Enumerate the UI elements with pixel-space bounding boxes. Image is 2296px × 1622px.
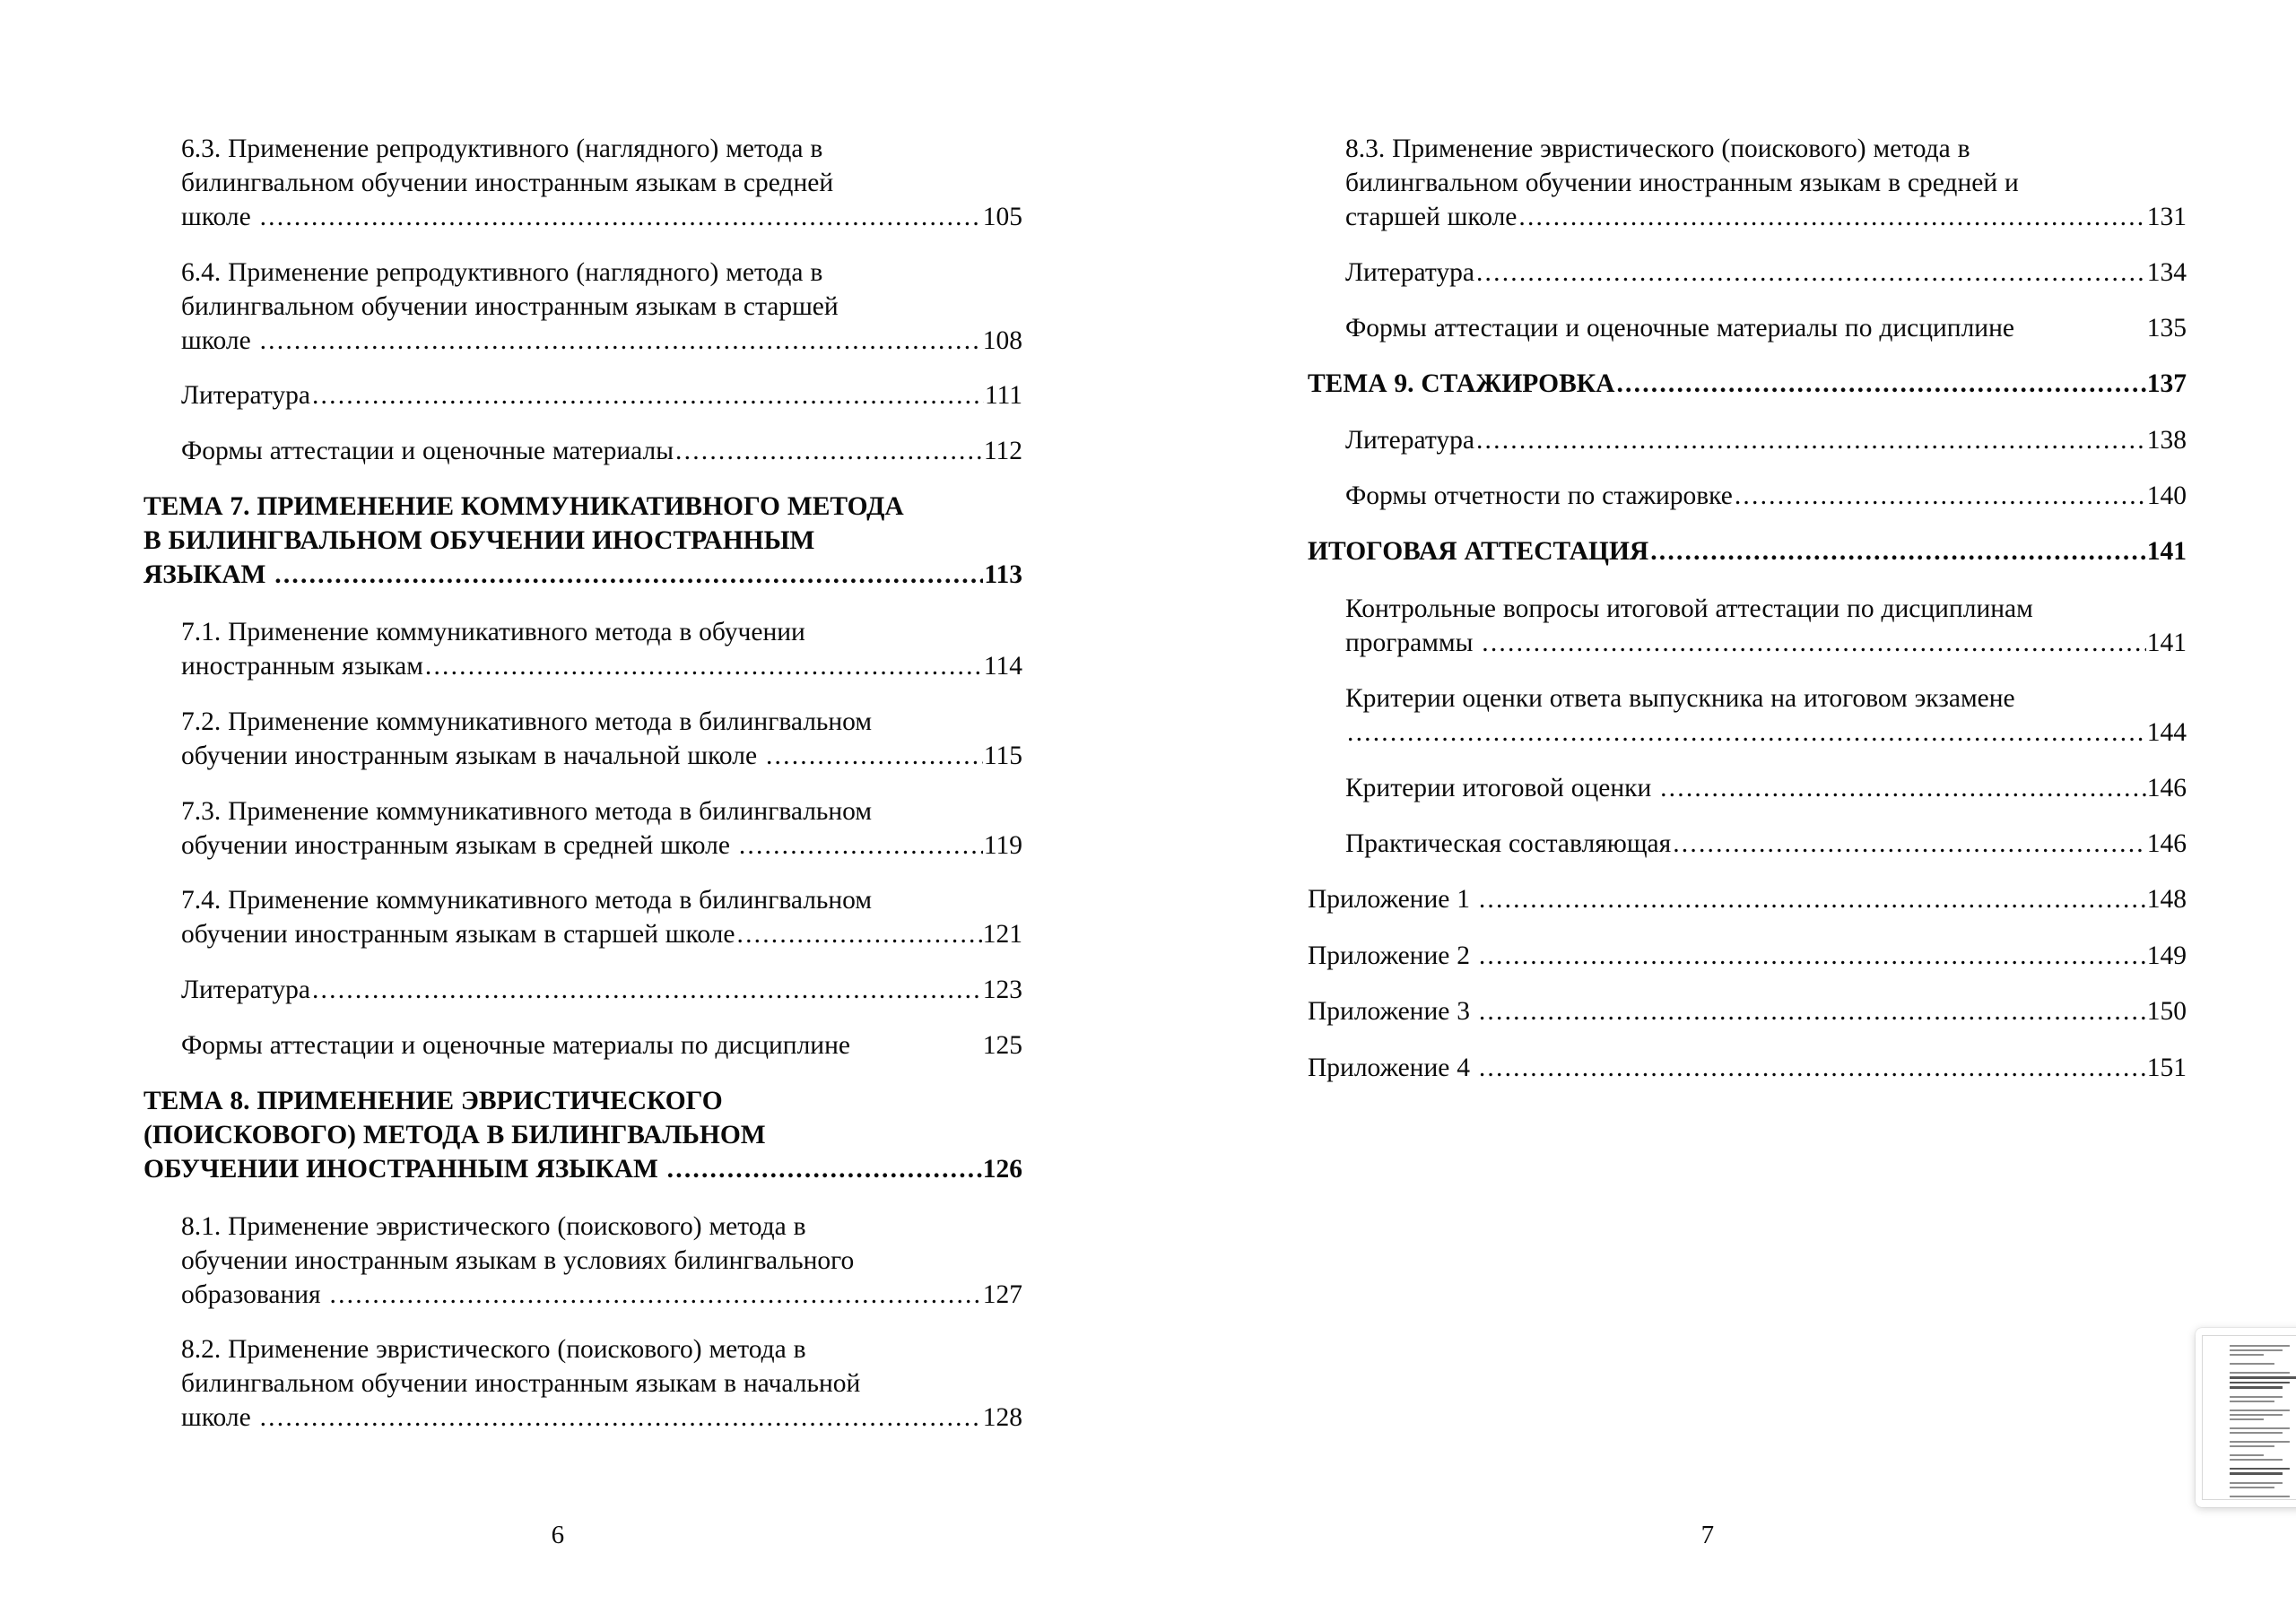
toc-entry-tail	[181, 325, 1022, 359]
toc-entry-title: Формы отчетности по стажировке	[1345, 481, 1733, 511]
toc-entry-title: школе	[181, 202, 258, 231]
toc-page-number: 115	[983, 741, 1022, 770]
toc-entry[interactable]	[1345, 312, 2187, 346]
toc-entry-line: 8.2. Применение эвристического (поискового) метода в	[181, 1335, 806, 1365]
toc-entry-line: 7.1. Применение коммуникативного метода в обучении	[181, 617, 805, 646]
toc-entry-tail	[1345, 480, 2187, 514]
dot-leader	[1479, 1052, 2146, 1086]
toc-entry-line: ТЕМА 7. ПРИМЕНЕНИЕ КОММУНИКАТИВНОГО МЕТОДА	[144, 492, 904, 522]
toc-entry-tail	[1345, 312, 2187, 346]
toc-entry[interactable]	[1345, 480, 2187, 514]
toc-entry-title: Приложение 2	[1308, 941, 1477, 970]
toc-entry-title: Литература	[181, 976, 310, 1005]
toc-entry-tail	[1345, 716, 2187, 750]
toc-entry-title: Литература	[181, 381, 310, 411]
toc-entry-tail	[1308, 1052, 2187, 1086]
thumbnail-heading-line	[2230, 1468, 2290, 1470]
thumbnail-text-line	[2230, 1418, 2264, 1420]
dot-leader	[312, 974, 982, 1008]
dot-leader	[260, 325, 982, 359]
toc-entry-line: 8.1. Применение эвристического (поискового) метода в	[181, 1211, 806, 1241]
toc-entry[interactable]	[1345, 772, 2187, 806]
dot-leader	[330, 1279, 982, 1313]
toc-page-number: 134	[2146, 257, 2187, 287]
thumbnail-text-line	[2230, 1427, 2290, 1429]
toc-entry-title: обучении иностранным языкам в начальной школе	[181, 741, 764, 770]
thumbnail-text-line	[2230, 1459, 2283, 1461]
toc-page-number: 112	[983, 437, 1022, 466]
toc-entry-tail	[1345, 256, 2187, 291]
thumbnail-page-content	[2202, 1335, 2296, 1500]
dot-leader	[739, 829, 983, 863]
toc-entry[interactable]	[1345, 828, 2187, 862]
toc-entry[interactable]	[1345, 593, 2187, 661]
toc-entry[interactable]	[1308, 940, 2187, 974]
thumbnail-heading-line	[2230, 1386, 2283, 1389]
toc-entry-title: обучении иностранным языкам в старшей школе	[181, 920, 735, 950]
dot-leader	[1476, 256, 2146, 291]
dot-leader	[1479, 883, 2146, 917]
thumbnail-heading-line	[2230, 1382, 2290, 1384]
toc-entry-line: Критерии оценки ответа выпускника на итоговом экзамене	[1345, 683, 2015, 713]
toc-entry-title: Приложение 4	[1308, 1054, 1477, 1083]
toc-entry-title: Литература	[1345, 426, 1474, 455]
page-right	[1148, 0, 2296, 1622]
dot-leader	[1482, 627, 2145, 661]
toc-page-number: 128	[982, 1403, 1022, 1433]
toc-entry-line: (ПОИСКОВОГО) МЕТОДА В БИЛИНГВАЛЬНОМ	[144, 1120, 766, 1149]
toc-entry-line: 7.4. Применение коммуникативного метода в билингвальном	[181, 886, 873, 915]
toc-entry[interactable]	[181, 884, 1022, 952]
toc-page-number: 119	[983, 830, 1022, 860]
dot-leader	[260, 201, 982, 235]
toc-entry[interactable]	[181, 435, 1022, 469]
toc-entry-tail	[181, 740, 1022, 774]
thumbnail-text-line	[2230, 1349, 2283, 1351]
toc-page-number: 151	[2146, 1054, 2187, 1083]
dot-leader	[1518, 201, 2145, 235]
dot-leader	[675, 435, 983, 469]
toc-page-number: 113	[984, 560, 1022, 590]
thumbnail-heading-line	[2230, 1472, 2283, 1475]
toc-entry-title: школе	[181, 1403, 258, 1433]
toc-entry-line: билингвальном обучении иностранным языкам в старшей	[181, 291, 839, 321]
toc-entry[interactable]	[1345, 133, 2187, 235]
thumbnail-spacer	[2230, 1450, 2296, 1454]
toc-entry-line: 6.3. Применение репродуктивного (наглядного) метода в	[181, 134, 823, 163]
toc-page-number: 141	[2146, 537, 2187, 567]
thumbnail-spacer	[2230, 1436, 2296, 1441]
toc-entry-line: Контрольные вопросы итоговой аттестации по дисциплинам	[1345, 594, 2033, 624]
toc-entry-tail	[181, 1279, 1022, 1313]
toc-page-number: 146	[2146, 773, 2187, 802]
toc-entry-tail	[1345, 828, 2187, 862]
toc-page-number: 131	[2146, 202, 2187, 231]
dot-leader	[1673, 828, 2146, 862]
thumbnail-text-line	[2230, 1409, 2290, 1411]
toc-entry-line: В БИЛИНГВАЛЬНОМ ОБУЧЕНИИ ИНОСТРАННЫМ	[144, 526, 815, 556]
toc-entry[interactable]	[1308, 368, 2187, 402]
toc-entry-tail	[1345, 772, 2187, 806]
toc-entry[interactable]	[181, 706, 1022, 774]
toc-page-number: 144	[2146, 717, 2187, 747]
thumbnail-text-line	[2230, 1414, 2283, 1416]
toc-entry[interactable]	[144, 1085, 1022, 1187]
toc-page-number: 141	[2146, 629, 2187, 658]
dot-leader	[667, 1153, 982, 1187]
thumbnail-spacer	[2230, 1405, 2296, 1409]
toc-entry-tail	[1308, 535, 2187, 569]
toc-entry-tail	[181, 201, 1022, 235]
thumbnail-text-line	[2230, 1454, 2264, 1456]
toc-page-number: 148	[2146, 884, 2187, 914]
thumbnail-spacer	[2230, 1478, 2296, 1482]
dot-leader	[737, 918, 982, 952]
dot-leader	[1660, 772, 2146, 806]
toc-page-number: 108	[982, 325, 1022, 355]
toc-page-number: 111	[984, 381, 1022, 411]
dot-leader	[1616, 368, 2145, 402]
toc-entry-line: 8.3. Применение эвристического (поискового) метода в	[1345, 134, 1970, 163]
toc-page-number: 150	[2146, 997, 2187, 1027]
toc-entry-tail	[181, 1029, 1022, 1063]
toc-entry[interactable]	[1308, 535, 2187, 569]
toc-entry[interactable]	[1345, 256, 2187, 291]
toc-entry-tail	[181, 1401, 1022, 1436]
toc-entry-tail	[1308, 940, 2187, 974]
thumbnail-text-line	[2230, 1487, 2274, 1488]
toc-page-number: 137	[2146, 369, 2187, 398]
toc-page-number: 135	[2146, 313, 2187, 343]
toc-page-number: 123	[982, 976, 1022, 1005]
toc-page-number: 126	[982, 1154, 1022, 1184]
toc-entry-line: билингвальном обучении иностранным языкам в начальной	[181, 1369, 861, 1399]
dot-leader	[1476, 424, 2146, 458]
toc-page-number: 114	[983, 651, 1022, 681]
toc-page-number: 146	[2146, 828, 2187, 858]
toc-entry-tail	[181, 650, 1022, 684]
toc-entry-line: 6.4. Применение репродуктивного (наглядного) метода в	[181, 257, 823, 287]
toc-entry-title: Формы аттестации и оценочные материалы по дисциплине	[181, 1031, 850, 1061]
toc-list-left	[144, 133, 1022, 1488]
thumbnail-heading-line	[2230, 1376, 2296, 1379]
thumbnail-text-line	[2230, 1345, 2290, 1347]
thumbnail-text-line	[2230, 1441, 2290, 1443]
toc-entry-line: билингвальном обучении иностранным языкам в средней и	[1345, 168, 2019, 197]
dot-leader	[1735, 480, 2146, 514]
toc-page-number: 121	[982, 920, 1022, 950]
toc-page-number: 140	[2146, 481, 2187, 511]
dot-leader	[425, 650, 983, 684]
toc-entry-title: школе	[181, 325, 258, 355]
toc-entry-tail	[1308, 368, 2187, 402]
toc-entry-tail	[181, 435, 1022, 469]
toc-entry-title: ТЕМА 9. СТАЖИРОВКА	[1308, 369, 1615, 398]
toc-entry-line: 7.3. Применение коммуникативного метода в билингвальном	[181, 796, 873, 826]
thumbnail-text-line	[2230, 1496, 2290, 1497]
toc-entry[interactable]	[181, 1333, 1022, 1436]
thumbnail-text-line	[2230, 1372, 2290, 1374]
thumbnail-text-line	[2230, 1396, 2283, 1398]
toc-entry-line: ТЕМА 8. ПРИМЕНЕНИЕ ЭВРИСТИЧЕСКОГО	[144, 1087, 723, 1116]
toc-entry[interactable]	[181, 795, 1022, 863]
toc-list-right	[1308, 133, 2187, 1488]
dot-leader	[274, 559, 983, 593]
toc-page-number: 105	[982, 202, 1022, 231]
toc-entry-tail	[1345, 424, 2187, 458]
toc-entry-tail	[181, 918, 1022, 952]
dot-leader	[1479, 940, 2146, 974]
toc-entry-title: обучении иностранным языкам в средней школе	[181, 830, 737, 860]
toc-entry[interactable]	[1308, 1052, 2187, 1086]
toc-entry-tail	[1308, 995, 2187, 1029]
toc-entry[interactable]	[181, 379, 1022, 413]
toc-entry[interactable]	[1345, 424, 2187, 458]
toc-entry-line: обучении иностранным языкам в условиях билингвального	[181, 1245, 855, 1275]
toc-entry-title: иностранным языкам	[181, 651, 423, 681]
toc-entry-title: старшей школе	[1345, 202, 1518, 231]
toc-entry-line: билингвальном обучении иностранным языкам в средней	[181, 168, 834, 197]
toc-entry[interactable]	[144, 490, 1022, 593]
toc-page-number: 127	[982, 1279, 1022, 1309]
toc-entry-title: Приложение 3	[1308, 997, 1477, 1027]
page-number-left: 6	[551, 1521, 565, 1549]
toc-entry-title: ОБУЧЕНИИ ИНОСТРАННЫМ ЯЗЫКАМ	[144, 1154, 665, 1184]
toc-entry[interactable]	[181, 133, 1022, 235]
toc-entry-tail	[181, 974, 1022, 1008]
toc-entry[interactable]	[1345, 682, 2187, 750]
thumbnail-text-line	[2230, 1354, 2264, 1356]
thumbnail-spacer	[2230, 1491, 2296, 1496]
toc-entry-tail	[144, 559, 1022, 593]
toc-entry-tail	[1345, 201, 2187, 235]
toc-entry-tail	[181, 829, 1022, 863]
toc-entry-title: Приложение 1	[1308, 884, 1477, 914]
toc-entry-title: Формы аттестации и оценочные материалы	[181, 437, 674, 466]
toc-entry-title: Практическая составляющая	[1345, 828, 1672, 858]
toc-entry-title: программы	[1345, 629, 1481, 658]
toc-entry[interactable]	[181, 1029, 1022, 1063]
toc-entry-title: ЯЗЫКАМ	[144, 560, 274, 590]
thumbnail-text-line	[2230, 1445, 2274, 1447]
page-thumbnail-preview[interactable]	[2196, 1328, 2296, 1507]
toc-entry[interactable]	[1308, 883, 2187, 917]
toc-entry[interactable]	[181, 1210, 1022, 1313]
thumbnail-text-line	[2230, 1401, 2274, 1402]
toc-entry-tail	[1345, 627, 2187, 661]
thumbnail-spacer	[2230, 1392, 2296, 1396]
dot-leader	[1479, 995, 2146, 1029]
toc-entry-tail	[144, 1153, 1022, 1187]
toc-entry-tail	[1308, 883, 2187, 917]
toc-entry[interactable]	[181, 616, 1022, 684]
toc-entry[interactable]	[181, 256, 1022, 359]
dot-leader	[766, 740, 983, 774]
toc-page-number: 149	[2146, 941, 2187, 970]
thumbnail-text-line	[2230, 1432, 2283, 1434]
toc-page-number: 138	[2146, 426, 2187, 455]
toc-entry-title: Литература	[1345, 257, 1474, 287]
dot-leader	[1347, 716, 2146, 750]
thumbnail-text-line	[2230, 1363, 2274, 1365]
dot-leader	[260, 1401, 982, 1436]
dot-leader	[1650, 535, 2146, 569]
toc-entry[interactable]	[1308, 995, 2187, 1029]
toc-entry-title: ИТОГОВАЯ АТТЕСТАЦИЯ	[1308, 537, 1649, 567]
page-number-right: 7	[1700, 1521, 1715, 1549]
thumbnail-spacer	[2230, 1463, 2296, 1468]
toc-entry-title: образования	[181, 1279, 328, 1309]
dot-leader	[312, 379, 984, 413]
toc-page-number: 125	[982, 1031, 1022, 1061]
toc-entry-tail	[181, 379, 1022, 413]
thumbnail-text-line	[2230, 1482, 2283, 1484]
thumbnail-spacer	[2230, 1423, 2296, 1427]
toc-entry-title: Формы аттестации и оценочные материалы по дисциплине	[1345, 313, 2014, 343]
toc-entry[interactable]	[181, 974, 1022, 1008]
toc-entry-title: Критерии итоговой оценки	[1345, 773, 1659, 802]
toc-entry-line: 7.2. Применение коммуникативного метода в билингвальном	[181, 707, 873, 736]
thumbnail-text-line	[2230, 1500, 2274, 1501]
